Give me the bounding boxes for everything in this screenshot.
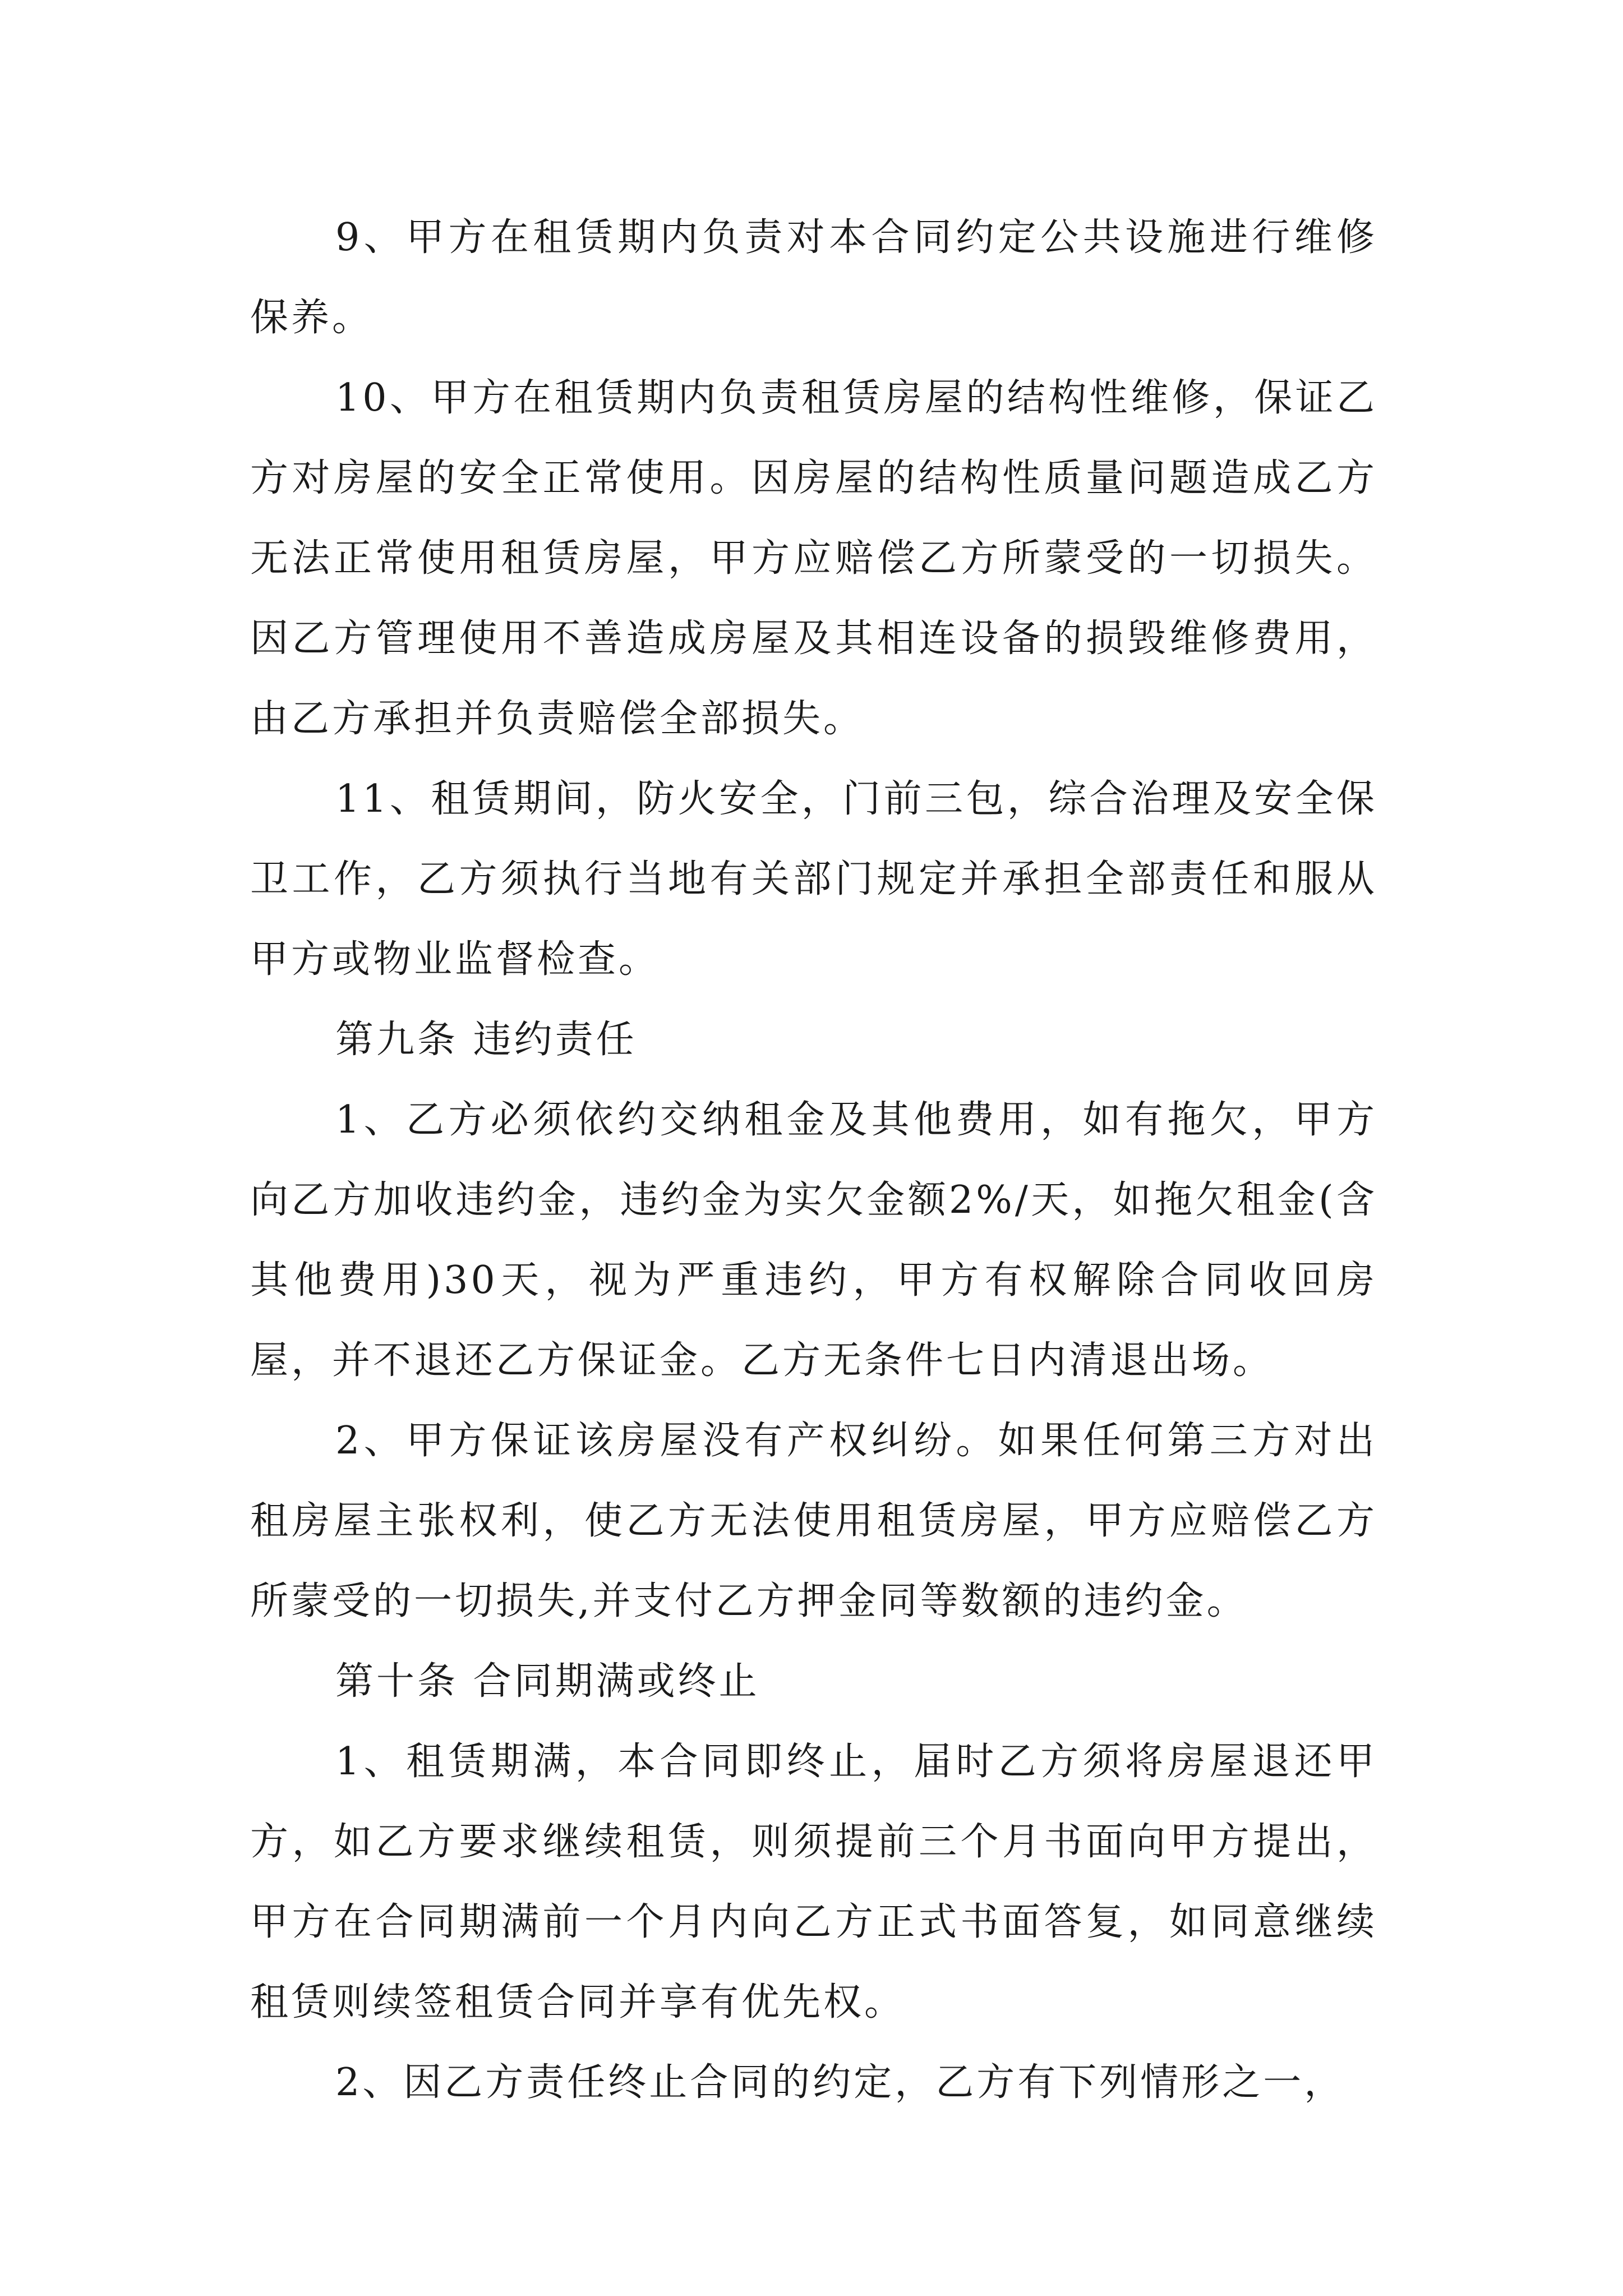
- article-9-item-1: 1、乙方必须依约交纳租金及其他费用，如有拖欠，甲方向乙方加收违约金，违约金为实欠金额2%/天，如拖欠租金(含其他费用)30天，视为严重违约，甲方有权解除合同收回房屋，并不退还乙方保证金。乙方无条件七日内清退出场。: [250, 1098, 1377, 1383]
- contract-body: [250, 197, 1377, 2123]
- clause-9-facility-maintenance: 9、甲方在租赁期内负责对本合同约定公共设施进行维修保养。: [250, 215, 1377, 340]
- article-10-heading: 第十条 合同期满或终止: [335, 1659, 760, 1704]
- clause-10-structural-repair: 10、甲方在租赁期内负责租赁房屋的结构性维修，保证乙方对房屋的安全正常使用。因房屋的结构性质量问题造成乙方无法正常使用租赁房屋，甲方应赔偿乙方所蒙受的一切损失。因乙方管理使用不善造成房屋及其相连设备的损毁维修费用，由乙方承担并负责赔偿全部损失。: [250, 376, 1377, 741]
- article-10-item-1: 1、租赁期满，本合同即终止，届时乙方须将房屋退还甲方，如乙方要求继续租赁，则须提前三个月书面向甲方提出，甲方在合同期满前一个月内向乙方正式书面答复，如同意继续租赁则续签租赁合同并享有优先权。: [250, 1740, 1377, 2024]
- clause-11-safety-duties: 11、租赁期间，防火安全，门前三包，综合治理及安全保卫工作，乙方须执行当地有关部门规定并承担全部责任和服从甲方或物业监督检查。: [250, 777, 1377, 982]
- article-10-item-2: 2、因乙方责任终止合同的约定，乙方有下列情形之一，: [335, 2060, 1345, 2105]
- article-9-item-2: 2、甲方保证该房屋没有产权纠纷。如果任何第三方对出租房屋主张权利，使乙方无法使用租赁房屋，甲方应赔偿乙方所蒙受的一切损失,并支付乙方押金同等数额的违约金。: [250, 1419, 1377, 1623]
- article-9-heading: 第九条 违约责任: [335, 1018, 637, 1062]
